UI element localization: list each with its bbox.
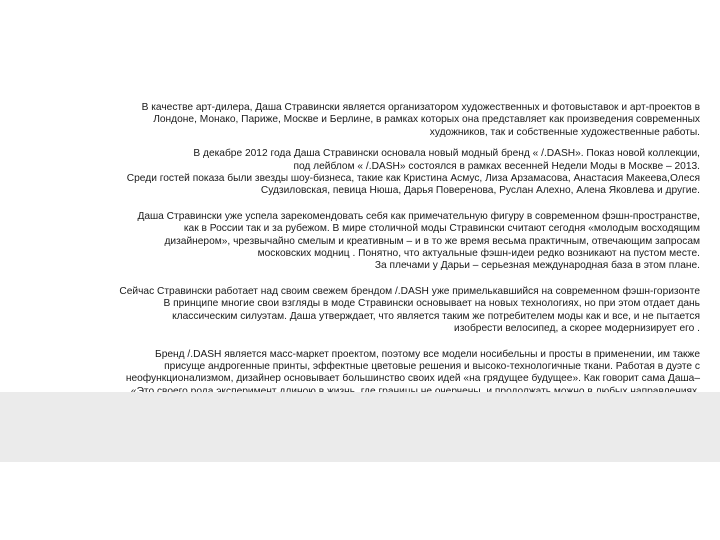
text-line: Лондоне, Монако, Париже, Москве и Берлине, в рамках которых она представляет как произведения современных <box>153 114 700 126</box>
text-line: классическим силуэтам. Даша утверждает, что является таким же потребителем моды как и все, и не пытается <box>172 310 700 322</box>
text-line: изобрести велосипед, а скорее модернизирует его . <box>454 323 700 335</box>
text-line: неофункционализмом, дизайнер основывает большинство своих идей «на грядущее будущее». Как говорит сама Даша– <box>125 373 700 385</box>
text-line: как в России так и за рубежом. В мире столичной моды Стравински считают сегодня «молодым восходящим <box>183 223 700 235</box>
text-line: Среди гостей показа были звезды шоу-бизнеса, такие как Кристина Асмус, Лиза Арзамасова, Анастасия Макеева,Олеся <box>126 173 700 185</box>
text-line: Сейчас Стравински работает над своим свежем брендом /.DASH уже примелькавшийся на современном фэшн-горизонте <box>119 285 700 297</box>
text-line: московских модниц . Понятно, что актуальные фэшн-идеи редко возникают на пустом месте. <box>257 248 700 260</box>
paragraph-current-work <box>40 286 700 336</box>
paragraph-reputation <box>40 211 700 273</box>
paragraph-gap <box>40 139 700 148</box>
text-line: Даша Стравински уже успела зарекомендовать себя как примечательную фигуру в современном фэшн-пространстве, <box>137 210 700 222</box>
text-line: под лейблом « /.DASH» состоялся в рамках весенней Недели Моды в Москве – 2013. <box>293 160 700 172</box>
body-text <box>40 102 700 411</box>
footer-band <box>0 392 720 462</box>
paragraph-brand-launch <box>40 148 700 198</box>
text-line: присуще андрогенные принты, эффектные цветовые решения и высоко-технологичные ткани. Работая в дуэте с <box>164 360 700 372</box>
text-line: Судзиловская, певица Нюша, Дарья Поверенова, Руслан Алехно, Алена Яковлева и другие. <box>260 185 700 197</box>
text-line: В качестве арт-дилера, Даша Стравински является организатором художественных и фотовыставок и арт-проектов в <box>141 102 700 113</box>
paragraph-gap <box>40 273 700 286</box>
text-line: дизайнером», чрезвычайно смелым и креативным – и в то же время весьма практичным, отвечающим запросам <box>164 235 700 247</box>
paragraph-art-dealer <box>40 102 700 139</box>
text-line: В декабре 2012 года Даша Стравински основала новый модный бренд « /.DASH». Показ новой коллекции, <box>193 148 700 160</box>
text-line: Бренд /.DASH является масс-маркет проектом, поэтому все модели носибельны и просты в применении, им также <box>155 348 700 360</box>
paragraph-gap <box>40 336 700 349</box>
text-line: художников, так и собственные художественные работы. <box>429 126 700 138</box>
text-line: В принципе многие свои взгляды в моде Стравински основывает на новых технологиях, но при этом отдает дань <box>163 298 700 310</box>
paragraph-gap <box>40 198 700 211</box>
text-line: За плечами у Дарьи – серьезная международная база в этом плане. <box>374 260 700 272</box>
